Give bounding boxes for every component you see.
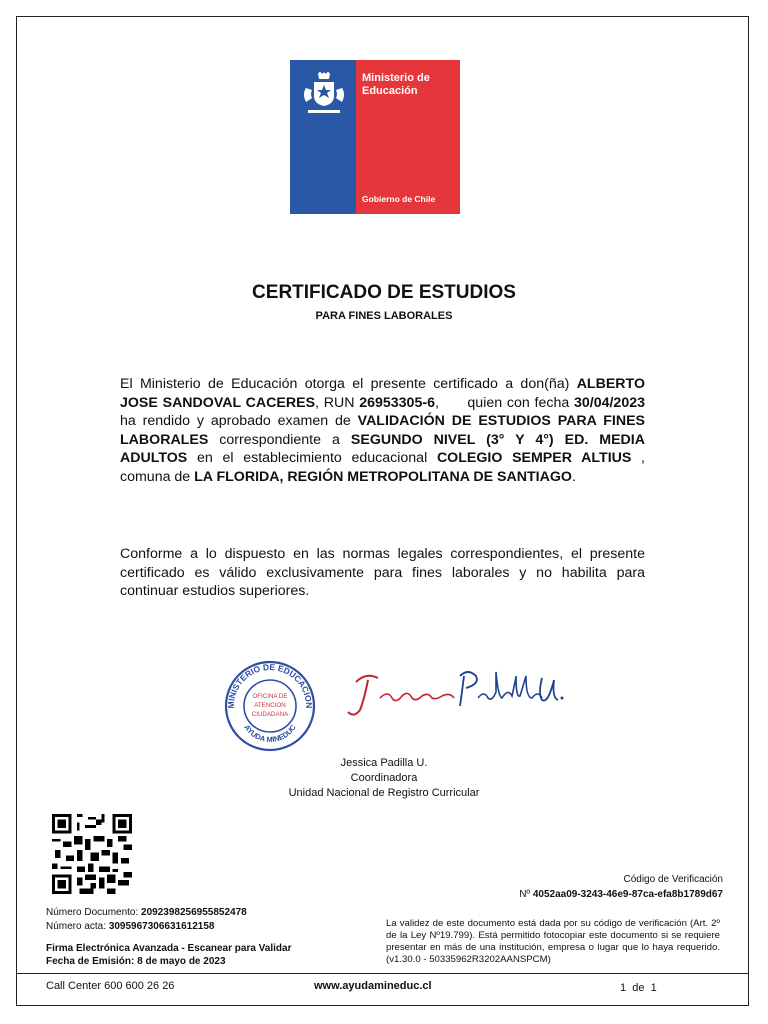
verification-label: Código de Verificación <box>623 874 723 885</box>
text: en el establecimiento educacional <box>187 450 437 467</box>
text: , quien con fecha <box>434 394 574 411</box>
validity-notice: La validez de este documento está dada por su código de verificación (Art. 2º de la Ley Nº19.799). Está permitido fotocopiar este documento si se requiere presentar en más de una institución, empresa o lugar que lo haya requerido. (v1.30.0 - 50335962R3202AANSPCM) <box>386 918 720 965</box>
svg-text:AYUDA MINEDUC <box>242 723 298 745</box>
certificate-subtitle: PARA FINES LABORALES <box>315 310 453 322</box>
text: , comuna de <box>120 450 645 485</box>
education-level: SEGUNDO NIVEL (3° Y 4°) ED. MEDIA ADULTOS <box>120 431 645 467</box>
firma-electronica-text: Firma Electrónica Avanzada - Escanear para Validar <box>46 943 292 954</box>
text: correspondiente a <box>208 431 351 448</box>
verification-code: 4052aa09-3243-46e9-87ca-efa8b1789d67 <box>532 889 723 900</box>
call-center-text: Call Center 600 600 26 26 <box>46 980 175 992</box>
signer-role: Coordinadora <box>350 772 418 784</box>
verification-qr-code[interactable] <box>52 814 132 894</box>
logo-gobierno-text: Gobierno de Chile <box>362 194 436 204</box>
signer-block <box>0 756 768 801</box>
exam-name: VALIDACIÓN DE ESTUDIOS PARA FINES LABORALES <box>120 413 645 448</box>
student-name: ALBERTO JOSE SANDOVAL CACERES <box>120 376 645 411</box>
comuna-region: LA FLORIDA, REGIÓN METROPOLITANA DE SANTIAGO <box>194 468 572 485</box>
stamp-center-line-3: CIUDADANA <box>251 711 289 718</box>
numero-acta-label: Número acta: <box>46 920 109 932</box>
fecha-emision-text: Fecha de Emisión: 8 de mayo de 2023 <box>46 956 226 967</box>
numero-acta-line <box>46 920 247 934</box>
numero-documento-value: 2092398256955852478 <box>141 907 247 918</box>
signer-unit: Unidad Nacional de Registro Curricular <box>288 787 480 799</box>
verification-prefix: Nº <box>519 889 533 900</box>
text: . <box>571 468 576 485</box>
stamp-center-line-1: OFICINA DE <box>252 693 288 700</box>
school-name: COLEGIO SEMPER ALTIUS <box>436 450 632 467</box>
numero-documento-line <box>46 906 247 920</box>
footer-divider <box>17 973 748 974</box>
numero-documento-label: Número Documento: <box>46 907 142 918</box>
stamp-bottom-text: AYUDA MINEDUC <box>242 722 298 745</box>
certificate-title: CERTIFICADO DE ESTUDIOS <box>252 282 516 303</box>
stamp-ring-text: MINISTERIO DE EDUCACION <box>225 661 315 709</box>
student-run: 26953305-6 <box>359 394 435 411</box>
text: ha rendido y aprobado examen de <box>120 413 358 430</box>
text: El Ministerio de Educación otorga el presente certificado a don(ña) <box>120 376 577 392</box>
certificate-paragraph-main <box>120 375 645 487</box>
logo-ministerio-text: Ministerio de Educación <box>362 72 430 97</box>
oficina-atencion-ciudadana-stamp <box>224 660 316 752</box>
signer-name: Jessica Padilla U. <box>340 757 428 769</box>
verification-block <box>519 872 723 902</box>
certificate-paragraph-validity: Conforme a lo dispuesto en las normas legales correspondientes, el presente certificado es válido exclusivamente para fines laborales y no habilita para continuar estudios superiores. <box>120 546 645 600</box>
firma-electronica-block <box>46 942 291 968</box>
document-numbers <box>46 906 247 933</box>
website-link[interactable]: www.ayudamineduc.cl <box>314 980 432 992</box>
numero-acta-value: 3095967306631612158 <box>108 920 215 932</box>
page-number: 1 de 1 <box>620 982 657 994</box>
exam-date: 30/04/2023 <box>573 394 645 411</box>
stamp-center-line-2: ATENCION <box>254 702 286 709</box>
handwritten-signature <box>338 664 568 724</box>
text: , RUN <box>315 394 360 411</box>
verification-code-line <box>519 887 723 902</box>
mineduc-logo <box>290 60 460 214</box>
chile-coat-of-arms-icon <box>300 70 348 116</box>
